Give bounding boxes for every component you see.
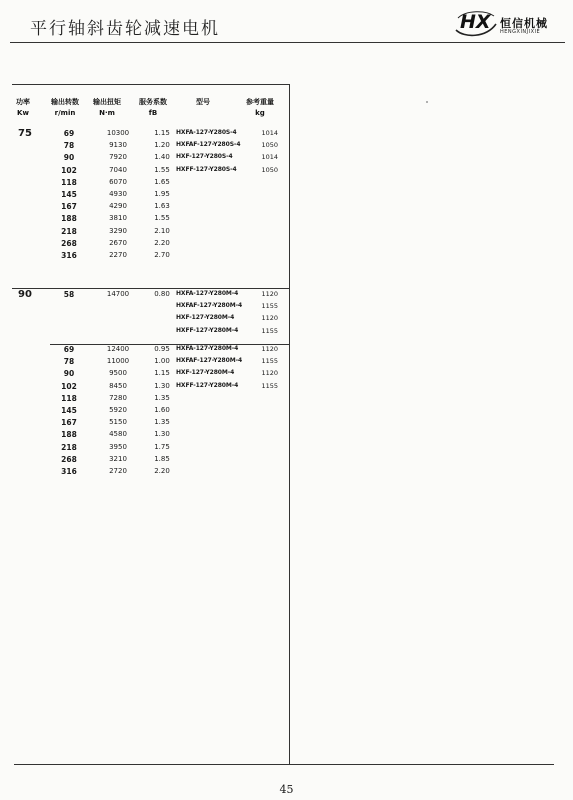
cell-weight: 1120 bbox=[261, 290, 278, 298]
cell-fb: 1.75 bbox=[154, 442, 170, 451]
cell-weight: 1050 bbox=[261, 165, 278, 174]
cell-torque: 4930 bbox=[109, 190, 127, 198]
cell-torque: 14700 bbox=[106, 290, 130, 298]
cell-speed: 145 bbox=[61, 406, 77, 415]
cell-torque: 6070 bbox=[109, 177, 127, 186]
table-row bbox=[48, 406, 284, 418]
table-row bbox=[48, 357, 284, 369]
cell-speed: 316 bbox=[61, 251, 77, 260]
cell-torque: 12400 bbox=[106, 345, 130, 353]
cell-weight: 1014 bbox=[261, 129, 278, 137]
cell-model: HXFAF-127-Y280M-4 bbox=[176, 302, 243, 310]
cell-speed: 218 bbox=[61, 442, 77, 452]
cell-torque: 5920 bbox=[109, 406, 127, 414]
header-cell bbox=[131, 97, 175, 119]
table-row bbox=[48, 202, 284, 214]
header-unit: Kw bbox=[17, 109, 29, 117]
page-title: 平行轴斜齿轮减速电机 bbox=[30, 19, 220, 39]
cell-speed: 90 bbox=[63, 369, 75, 379]
cell-torque: 3950 bbox=[109, 442, 127, 451]
header-label: 输出转数 bbox=[51, 98, 79, 106]
cell-fb: 1.30 bbox=[154, 381, 170, 390]
cell-weight: 1120 bbox=[261, 314, 278, 323]
cell-fb: 1.40 bbox=[154, 153, 170, 162]
page-bottom-rule bbox=[14, 764, 554, 765]
table-row bbox=[48, 382, 284, 394]
cell-torque: 4290 bbox=[109, 202, 127, 211]
cell-model: HXFA-127-Y280M-4 bbox=[176, 290, 239, 297]
cell-fb: 2.20 bbox=[154, 238, 170, 247]
cell-fb: 1.35 bbox=[154, 393, 170, 402]
cell-model: HXF-127-Y280S-4 bbox=[176, 153, 233, 161]
cell-speed: 188 bbox=[61, 430, 77, 440]
cell-speed: 268 bbox=[61, 454, 77, 464]
cell-torque: 7040 bbox=[109, 165, 127, 174]
title-divider bbox=[10, 42, 565, 43]
cell-model: HXFAF-127-Y280S-4 bbox=[176, 141, 241, 149]
cell-fb: 1.55 bbox=[154, 214, 170, 223]
table-row bbox=[48, 314, 284, 326]
cell-torque: 5150 bbox=[109, 418, 127, 427]
cell-speed: 167 bbox=[61, 418, 77, 428]
cell-model: HXFF-127-Y280S-4 bbox=[176, 165, 237, 173]
page-number: 45 bbox=[279, 783, 294, 796]
table-row bbox=[48, 129, 284, 141]
cell-fb: 1.65 bbox=[154, 177, 170, 186]
cell-fb: 1.15 bbox=[154, 369, 170, 378]
header-label: 参考重量 bbox=[246, 98, 274, 106]
cell-torque: 10300 bbox=[106, 129, 130, 137]
section-divider bbox=[12, 288, 289, 289]
header-cell bbox=[180, 97, 226, 108]
power-value: 90 bbox=[18, 289, 32, 300]
cell-speed: 102 bbox=[61, 381, 77, 391]
power-value: 75 bbox=[18, 128, 32, 139]
cell-fb: 0.80 bbox=[154, 290, 170, 298]
cell-fb: 1.15 bbox=[154, 129, 170, 137]
cell-speed: 69 bbox=[63, 345, 75, 354]
cell-speed: 316 bbox=[61, 467, 77, 476]
cell-fb: 1.95 bbox=[154, 190, 170, 198]
header-label: 输出扭矩 bbox=[93, 98, 121, 106]
cell-torque: 2270 bbox=[109, 251, 127, 259]
cell-speed: 90 bbox=[63, 153, 75, 163]
table-row bbox=[48, 239, 284, 251]
table-row bbox=[48, 430, 284, 442]
cell-torque: 9130 bbox=[109, 141, 127, 150]
cell-fb: 1.60 bbox=[154, 406, 170, 414]
table-row bbox=[48, 443, 284, 455]
cell-fb: 2.10 bbox=[154, 226, 170, 235]
logo-name: 恒信机械 bbox=[500, 17, 548, 30]
cell-speed: 102 bbox=[61, 165, 77, 175]
column-divider bbox=[289, 84, 290, 764]
cell-fb: 1.20 bbox=[154, 141, 170, 150]
cell-fb: 1.55 bbox=[154, 165, 170, 174]
cell-torque: 7920 bbox=[109, 153, 127, 162]
cell-fb: 1.85 bbox=[154, 454, 170, 463]
header-cell bbox=[84, 97, 130, 119]
logo-mark: HX bbox=[460, 11, 491, 33]
cell-torque: 8450 bbox=[109, 381, 127, 390]
scan-speck bbox=[426, 101, 428, 103]
table-row bbox=[48, 345, 284, 357]
cell-speed: 78 bbox=[63, 357, 75, 367]
cell-speed: 78 bbox=[63, 141, 75, 151]
cell-speed: 268 bbox=[61, 238, 77, 248]
cell-weight: 1155 bbox=[261, 381, 278, 390]
cell-model: HXFA-127-Y280M-4 bbox=[176, 345, 239, 352]
table-row bbox=[48, 455, 284, 467]
cell-model: HXF-127-Y280M-4 bbox=[176, 369, 235, 377]
table-row bbox=[48, 467, 284, 479]
cell-speed: 118 bbox=[61, 393, 77, 403]
header-label: 型号 bbox=[196, 98, 210, 106]
cell-fb: 1.30 bbox=[154, 430, 170, 439]
cell-fb: 1.00 bbox=[154, 357, 170, 366]
table-row bbox=[48, 369, 284, 381]
table-row bbox=[48, 418, 284, 430]
cell-model: HXFF-127-Y280M-4 bbox=[176, 381, 239, 389]
cell-model: HXFF-127-Y280M-4 bbox=[176, 326, 239, 334]
cell-fb: 1.63 bbox=[154, 202, 170, 211]
cell-torque: 3290 bbox=[109, 226, 127, 235]
cell-speed: 58 bbox=[63, 290, 75, 299]
cell-speed: 145 bbox=[61, 190, 77, 199]
cell-weight: 1120 bbox=[261, 369, 278, 378]
header-unit: kg bbox=[255, 109, 265, 117]
table-row bbox=[48, 290, 284, 302]
cell-weight: 1155 bbox=[261, 357, 278, 366]
cell-model: HXF-127-Y280M-4 bbox=[176, 314, 235, 322]
table-row bbox=[48, 190, 284, 202]
table-row bbox=[48, 166, 284, 178]
cell-model: HXFAF-127-Y280M-4 bbox=[176, 357, 243, 365]
header-label: 服务系数 bbox=[139, 98, 167, 106]
table-row bbox=[48, 178, 284, 190]
cell-torque: 11000 bbox=[106, 357, 130, 366]
table-row bbox=[48, 153, 284, 165]
table-row bbox=[48, 302, 284, 314]
cell-torque: 2670 bbox=[109, 238, 127, 247]
table-row bbox=[48, 394, 284, 406]
table-row bbox=[48, 214, 284, 226]
table-row bbox=[48, 141, 284, 153]
cell-fb: 0.95 bbox=[154, 345, 170, 353]
cell-speed: 118 bbox=[61, 177, 77, 187]
cell-fb: 1.35 bbox=[154, 418, 170, 427]
cell-model: HXFA-127-Y280S-4 bbox=[176, 129, 237, 136]
cell-weight: 1120 bbox=[261, 345, 278, 353]
cell-speed: 188 bbox=[61, 214, 77, 224]
cell-torque: 3810 bbox=[109, 214, 127, 223]
cell-torque: 7280 bbox=[109, 393, 127, 402]
cell-fb: 2.70 bbox=[154, 251, 170, 259]
cell-speed: 218 bbox=[61, 226, 77, 236]
cell-weight: 1014 bbox=[261, 153, 278, 162]
cell-torque: 2720 bbox=[109, 467, 127, 475]
header-cell bbox=[8, 97, 38, 119]
table-row bbox=[48, 227, 284, 239]
cell-weight: 1155 bbox=[261, 302, 278, 311]
logo-subtitle: HENGXINJIXIE bbox=[500, 29, 541, 35]
table-top-rule bbox=[12, 84, 289, 85]
table-row bbox=[48, 327, 284, 339]
cell-fb: 2.20 bbox=[154, 467, 170, 475]
cell-weight: 1155 bbox=[261, 326, 278, 335]
company-logo bbox=[452, 8, 570, 42]
cell-torque: 3210 bbox=[109, 454, 127, 463]
cell-torque: 4580 bbox=[109, 430, 127, 439]
header-unit: r/min bbox=[54, 109, 76, 117]
cell-speed: 167 bbox=[61, 202, 77, 212]
header-label: 功率 bbox=[16, 98, 30, 106]
table-row bbox=[48, 251, 284, 263]
header-cell bbox=[44, 97, 86, 119]
header-cell bbox=[237, 97, 283, 119]
cell-torque: 9500 bbox=[109, 369, 127, 378]
cell-speed: 69 bbox=[63, 129, 75, 138]
cell-weight: 1050 bbox=[261, 141, 278, 150]
header-unit: fB bbox=[148, 109, 158, 117]
header-unit: N·m bbox=[99, 109, 115, 117]
